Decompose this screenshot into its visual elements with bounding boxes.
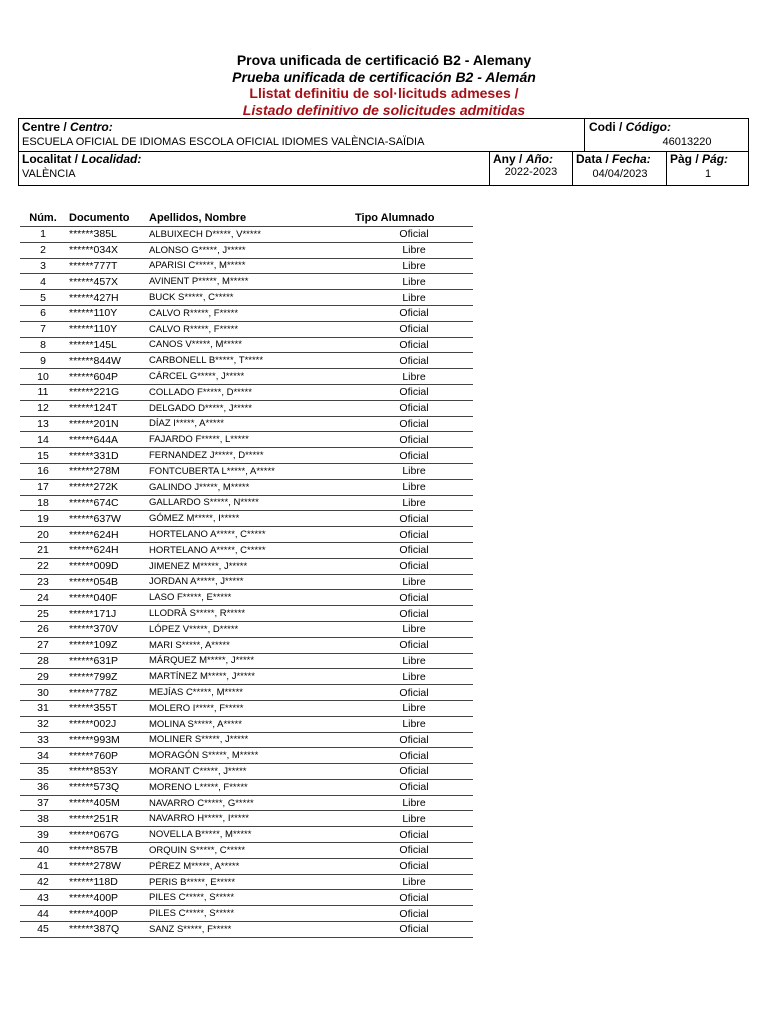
row-num: 19 bbox=[20, 511, 66, 527]
row-documento: ******405M bbox=[66, 795, 149, 811]
row-tipo: Libre bbox=[355, 242, 473, 258]
row-num: 16 bbox=[20, 463, 66, 479]
row-name: HORTELANO A*****, C***** bbox=[149, 542, 355, 558]
row-tipo: Oficial bbox=[355, 416, 473, 432]
row-documento: ******674C bbox=[66, 495, 149, 511]
row-name: CARBONELL B*****, T***** bbox=[149, 353, 355, 369]
row-name: CÁRCEL G*****, J***** bbox=[149, 369, 355, 385]
row-num: 3 bbox=[20, 258, 66, 274]
col-header-tipo: Tipo Alumnado bbox=[355, 211, 435, 224]
row-tipo: Libre bbox=[355, 716, 473, 732]
row-documento: ******387Q bbox=[66, 922, 149, 938]
row-name: COLLADO F*****, D***** bbox=[149, 384, 355, 400]
row-name: MEJÍAS C*****, M***** bbox=[149, 685, 355, 701]
row-tipo: Libre bbox=[355, 700, 473, 716]
row-documento: ******009D bbox=[66, 558, 149, 574]
table-row bbox=[20, 495, 473, 511]
row-documento: ******110Y bbox=[66, 305, 149, 321]
row-num: 35 bbox=[20, 764, 66, 780]
row-tipo: Libre bbox=[355, 258, 473, 274]
row-name: PILES C*****, S***** bbox=[149, 906, 355, 922]
row-num: 34 bbox=[20, 748, 66, 764]
table-row bbox=[20, 274, 473, 290]
row-documento: ******637W bbox=[66, 511, 149, 527]
row-tipo: Oficial bbox=[355, 432, 473, 448]
row-num: 40 bbox=[20, 843, 66, 859]
row-documento: ******427H bbox=[66, 290, 149, 306]
col-header-apellidos: Apellidos, Nombre bbox=[149, 211, 247, 224]
row-name: LLODRÀ S*****, R***** bbox=[149, 606, 355, 622]
col-header-documento: Documento bbox=[69, 211, 130, 224]
table-row bbox=[20, 843, 473, 859]
row-num: 42 bbox=[20, 874, 66, 890]
row-documento: ******331D bbox=[66, 448, 149, 464]
row-tipo: Libre bbox=[355, 874, 473, 890]
row-name: DÍAZ I*****, A***** bbox=[149, 416, 355, 432]
admitted-list-table bbox=[20, 209, 473, 938]
row-name: NAVARRO H*****, I***** bbox=[149, 811, 355, 827]
row-tipo: Libre bbox=[355, 621, 473, 637]
row-documento: ******400P bbox=[66, 890, 149, 906]
row-num: 28 bbox=[20, 653, 66, 669]
row-documento: ******067G bbox=[66, 827, 149, 843]
table-row bbox=[20, 574, 473, 590]
row-documento: ******760P bbox=[66, 748, 149, 764]
row-num: 13 bbox=[20, 416, 66, 432]
row-tipo: Oficial bbox=[355, 637, 473, 653]
table-row bbox=[20, 716, 473, 732]
row-name: AVINENT P*****, M***** bbox=[149, 274, 355, 290]
row-tipo: Oficial bbox=[355, 843, 473, 859]
row-name: MORAGÓN S*****, M***** bbox=[149, 748, 355, 764]
data-value: 04/04/2023 bbox=[592, 168, 648, 180]
table-row bbox=[20, 479, 473, 495]
pag-label: Pàg / Pág: bbox=[670, 152, 729, 166]
table-row bbox=[20, 590, 473, 606]
row-tipo: Oficial bbox=[355, 732, 473, 748]
row-name: MORENO L*****, F***** bbox=[149, 779, 355, 795]
row-num: 4 bbox=[20, 274, 66, 290]
table-row bbox=[20, 321, 473, 337]
document-titles bbox=[0, 52, 768, 118]
row-num: 5 bbox=[20, 290, 66, 306]
row-name: JORDAN A*****, J***** bbox=[149, 574, 355, 590]
row-name: MARI S*****, A***** bbox=[149, 637, 355, 653]
table-row bbox=[20, 637, 473, 653]
table-row bbox=[20, 811, 473, 827]
row-documento: ******171J bbox=[66, 606, 149, 622]
row-documento: ******993M bbox=[66, 732, 149, 748]
row-documento: ******644A bbox=[66, 432, 149, 448]
row-name: DELGADO D*****, J***** bbox=[149, 400, 355, 416]
row-documento: ******370V bbox=[66, 621, 149, 637]
row-num: 20 bbox=[20, 527, 66, 543]
row-num: 6 bbox=[20, 305, 66, 321]
row-name: PÉREZ M*****, A***** bbox=[149, 858, 355, 874]
row-tipo: Oficial bbox=[355, 542, 473, 558]
table-row bbox=[20, 858, 473, 874]
row-tipo: Oficial bbox=[355, 922, 473, 938]
row-num: 12 bbox=[20, 400, 66, 416]
row-num: 32 bbox=[20, 716, 66, 732]
row-documento: ******040F bbox=[66, 590, 149, 606]
row-num: 29 bbox=[20, 669, 66, 685]
row-name: HORTELANO A*****, C***** bbox=[149, 527, 355, 543]
pag-value: 1 bbox=[704, 168, 712, 180]
row-name: FAJARDO F*****, L***** bbox=[149, 432, 355, 448]
row-documento: ******124T bbox=[66, 400, 149, 416]
codi-label: Codi / Código: bbox=[589, 120, 671, 134]
row-name: ORQUIN S*****, C***** bbox=[149, 843, 355, 859]
row-name: FONTCUBERTA L*****, A***** bbox=[149, 463, 355, 479]
row-name: CALVO R*****, F***** bbox=[149, 305, 355, 321]
row-num: 7 bbox=[20, 321, 66, 337]
row-tipo: Oficial bbox=[355, 305, 473, 321]
table-row bbox=[20, 700, 473, 716]
row-num: 8 bbox=[20, 337, 66, 353]
row-documento: ******201N bbox=[66, 416, 149, 432]
row-documento: ******573Q bbox=[66, 779, 149, 795]
table-row bbox=[20, 795, 473, 811]
col-header-num: Núm. bbox=[29, 211, 57, 224]
centre-value: ESCUELA OFICIAL DE IDIOMAS ESCOLA OFICIAL IDIOMES VALÈNCIA-SAÏDIA bbox=[22, 136, 425, 148]
row-tipo: Oficial bbox=[355, 384, 473, 400]
row-num: 39 bbox=[20, 827, 66, 843]
table-row bbox=[20, 305, 473, 321]
row-documento: ******272K bbox=[66, 479, 149, 495]
row-name: GALLARDO S*****, N***** bbox=[149, 495, 355, 511]
table-row bbox=[20, 400, 473, 416]
row-num: 18 bbox=[20, 495, 66, 511]
row-documento: ******624H bbox=[66, 542, 149, 558]
localitat-label: Localitat / Localidad: bbox=[22, 152, 142, 166]
row-num: 30 bbox=[20, 685, 66, 701]
row-name: NOVELLA B*****, M***** bbox=[149, 827, 355, 843]
row-name: JIMENEZ M*****, J***** bbox=[149, 558, 355, 574]
table-row bbox=[20, 448, 473, 464]
row-documento: ******109Z bbox=[66, 637, 149, 653]
row-documento: ******457X bbox=[66, 274, 149, 290]
localitat-value: VALÈNCIA bbox=[22, 168, 76, 180]
table-row bbox=[20, 764, 473, 780]
row-name: PERIS B*****, E***** bbox=[149, 874, 355, 890]
title-catalan: Prova unificada de certificació B2 - Alemany bbox=[236, 52, 532, 68]
row-tipo: Libre bbox=[355, 669, 473, 685]
codi-value: 46013220 bbox=[662, 136, 712, 148]
table-row bbox=[20, 416, 473, 432]
row-tipo: Oficial bbox=[355, 353, 473, 369]
row-name: MORANT C*****, J***** bbox=[149, 764, 355, 780]
row-num: 25 bbox=[20, 606, 66, 622]
table-row bbox=[20, 827, 473, 843]
table-row bbox=[20, 353, 473, 369]
row-num: 31 bbox=[20, 700, 66, 716]
row-name: CALVO R*****, F***** bbox=[149, 321, 355, 337]
row-num: 44 bbox=[20, 906, 66, 922]
table-row bbox=[20, 779, 473, 795]
row-num: 23 bbox=[20, 574, 66, 590]
info-box bbox=[18, 118, 749, 186]
table-row bbox=[20, 511, 473, 527]
row-name: SANZ S*****, F***** bbox=[149, 922, 355, 938]
row-num: 24 bbox=[20, 590, 66, 606]
table-row bbox=[20, 542, 473, 558]
table-row bbox=[20, 621, 473, 637]
row-tipo: Oficial bbox=[355, 558, 473, 574]
row-name: BUCK S*****, C***** bbox=[149, 290, 355, 306]
row-name: FERNANDEZ J*****, D***** bbox=[149, 448, 355, 464]
table-row bbox=[20, 242, 473, 258]
row-tipo: Libre bbox=[355, 574, 473, 590]
row-documento: ******400P bbox=[66, 906, 149, 922]
row-documento: ******777T bbox=[66, 258, 149, 274]
table-row bbox=[20, 890, 473, 906]
table-row bbox=[20, 369, 473, 385]
row-num: 33 bbox=[20, 732, 66, 748]
row-name: ALONSO G*****, J***** bbox=[149, 242, 355, 258]
row-documento: ******118D bbox=[66, 874, 149, 890]
row-documento: ******385L bbox=[66, 227, 149, 243]
row-tipo: Libre bbox=[355, 653, 473, 669]
row-tipo: Libre bbox=[355, 811, 473, 827]
table-row bbox=[20, 732, 473, 748]
table-row bbox=[20, 558, 473, 574]
row-tipo: Oficial bbox=[355, 448, 473, 464]
row-num: 10 bbox=[20, 369, 66, 385]
row-tipo: Libre bbox=[355, 463, 473, 479]
row-tipo: Oficial bbox=[355, 321, 473, 337]
table-row bbox=[20, 463, 473, 479]
table-row bbox=[20, 384, 473, 400]
table-header-row bbox=[20, 209, 473, 227]
row-num: 14 bbox=[20, 432, 66, 448]
table-row bbox=[20, 527, 473, 543]
row-tipo: Oficial bbox=[355, 764, 473, 780]
row-num: 26 bbox=[20, 621, 66, 637]
row-documento: ******631P bbox=[66, 653, 149, 669]
row-num: 27 bbox=[20, 637, 66, 653]
row-num: 17 bbox=[20, 479, 66, 495]
row-documento: ******844W bbox=[66, 353, 149, 369]
row-tipo: Libre bbox=[355, 795, 473, 811]
row-documento: ******251R bbox=[66, 811, 149, 827]
row-documento: ******034X bbox=[66, 242, 149, 258]
row-documento: ******221G bbox=[66, 384, 149, 400]
row-documento: ******778Z bbox=[66, 685, 149, 701]
centre-label: Centre / Centro: bbox=[22, 120, 113, 134]
row-num: 36 bbox=[20, 779, 66, 795]
row-documento: ******355T bbox=[66, 700, 149, 716]
row-tipo: Oficial bbox=[355, 606, 473, 622]
row-documento: ******278M bbox=[66, 463, 149, 479]
subtitle-catalan: Llistat definitiu de sol·licituds admeses / bbox=[249, 85, 519, 101]
row-documento: ******110Y bbox=[66, 321, 149, 337]
row-num: 2 bbox=[20, 242, 66, 258]
row-tipo: Oficial bbox=[355, 527, 473, 543]
data-label: Data / Fecha: bbox=[576, 152, 651, 166]
row-tipo: Oficial bbox=[355, 858, 473, 874]
any-value: 2022-2023 bbox=[504, 166, 558, 178]
table-row bbox=[20, 258, 473, 274]
row-num: 45 bbox=[20, 922, 66, 938]
row-num: 1 bbox=[20, 227, 66, 243]
row-name: LASO F*****, E***** bbox=[149, 590, 355, 606]
row-num: 9 bbox=[20, 353, 66, 369]
table-row bbox=[20, 337, 473, 353]
row-documento: ******853Y bbox=[66, 764, 149, 780]
table-row bbox=[20, 748, 473, 764]
row-tipo: Oficial bbox=[355, 227, 473, 243]
row-num: 22 bbox=[20, 558, 66, 574]
table-row bbox=[20, 685, 473, 701]
row-name: MOLINER S*****, J***** bbox=[149, 732, 355, 748]
row-documento: ******054B bbox=[66, 574, 149, 590]
row-tipo: Oficial bbox=[355, 590, 473, 606]
table-row bbox=[20, 290, 473, 306]
row-name: GALINDO J*****, M***** bbox=[149, 479, 355, 495]
row-tipo: Oficial bbox=[355, 337, 473, 353]
row-num: 11 bbox=[20, 384, 66, 400]
row-tipo: Libre bbox=[355, 495, 473, 511]
table-row bbox=[20, 227, 473, 243]
row-name: LÓPEZ V*****, D***** bbox=[149, 621, 355, 637]
row-tipo: Libre bbox=[355, 290, 473, 306]
row-documento: ******799Z bbox=[66, 669, 149, 685]
table-row bbox=[20, 874, 473, 890]
table-body bbox=[20, 227, 473, 938]
table-row bbox=[20, 669, 473, 685]
row-num: 21 bbox=[20, 542, 66, 558]
any-label: Any / Año: bbox=[493, 152, 554, 166]
row-tipo: Oficial bbox=[355, 685, 473, 701]
row-num: 38 bbox=[20, 811, 66, 827]
row-num: 41 bbox=[20, 858, 66, 874]
row-tipo: Oficial bbox=[355, 511, 473, 527]
table-row bbox=[20, 922, 473, 938]
row-documento: ******857B bbox=[66, 843, 149, 859]
table-row bbox=[20, 432, 473, 448]
row-tipo: Oficial bbox=[355, 400, 473, 416]
row-documento: ******624H bbox=[66, 527, 149, 543]
row-num: 15 bbox=[20, 448, 66, 464]
row-tipo: Libre bbox=[355, 479, 473, 495]
table-row bbox=[20, 606, 473, 622]
row-name: GÓMEZ M*****, I***** bbox=[149, 511, 355, 527]
row-tipo: Oficial bbox=[355, 748, 473, 764]
row-name: NAVARRO C*****, G***** bbox=[149, 795, 355, 811]
row-tipo: Oficial bbox=[355, 827, 473, 843]
title-spanish: Prueba unificada de certificación B2 - Alemán bbox=[232, 68, 536, 85]
row-documento: ******278W bbox=[66, 858, 149, 874]
row-tipo: Oficial bbox=[355, 779, 473, 795]
row-num: 37 bbox=[20, 795, 66, 811]
row-name: MÁRQUEZ M*****, J***** bbox=[149, 653, 355, 669]
row-documento: ******604P bbox=[66, 369, 149, 385]
row-name: CANOS V*****, M***** bbox=[149, 337, 355, 353]
row-name: MARTÍNEZ M*****, J***** bbox=[149, 669, 355, 685]
subtitle-spanish: Listado definitivo de solicitudes admitidas bbox=[242, 101, 526, 118]
row-documento: ******145L bbox=[66, 337, 149, 353]
row-name: APARISI C*****, M***** bbox=[149, 258, 355, 274]
table-row bbox=[20, 906, 473, 922]
row-name: ALBUIXECH D*****, V***** bbox=[149, 227, 355, 243]
row-tipo: Oficial bbox=[355, 890, 473, 906]
row-tipo: Libre bbox=[355, 369, 473, 385]
row-name: MOLINA S*****, A***** bbox=[149, 716, 355, 732]
table-row bbox=[20, 653, 473, 669]
row-name: MOLERO I*****, F***** bbox=[149, 700, 355, 716]
row-tipo: Oficial bbox=[355, 906, 473, 922]
row-documento: ******002J bbox=[66, 716, 149, 732]
row-tipo: Libre bbox=[355, 274, 473, 290]
row-num: 43 bbox=[20, 890, 66, 906]
row-name: PILES C*****, S***** bbox=[149, 890, 355, 906]
